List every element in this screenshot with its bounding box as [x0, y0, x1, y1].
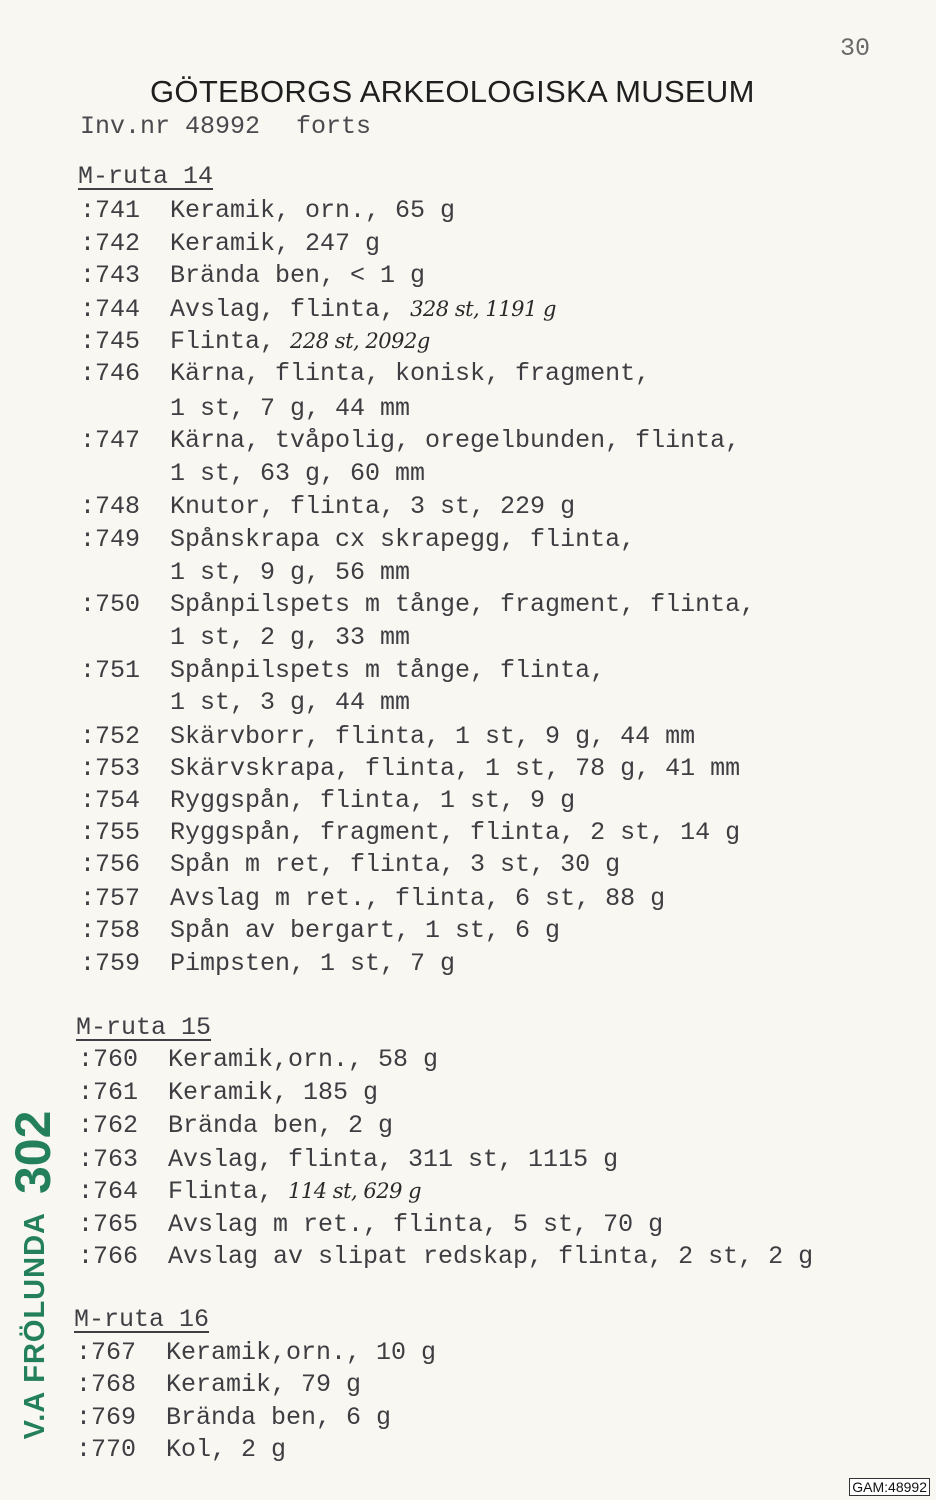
list-item	[78, 1045, 438, 1075]
entry-number: :750	[80, 590, 141, 619]
entry-continuation: 1 st, 2 g, 33 mm	[170, 623, 411, 652]
entry-number: :746	[80, 359, 141, 388]
entry-number: :747	[80, 426, 141, 455]
list-item	[80, 326, 430, 357]
list-item	[78, 1176, 421, 1207]
stamp-number: 302	[5, 1110, 61, 1195]
entry-text: Flinta,	[168, 1177, 274, 1206]
entry-number: :751	[80, 656, 141, 685]
entry-text: Keramik, 247 g	[170, 229, 381, 258]
entry-text: Avslag av slipat redskap, flinta, 2 st, 2 g	[168, 1242, 814, 1271]
entry-number: :756	[80, 850, 141, 879]
entry-number: :748	[80, 492, 141, 521]
entry-text: Keramik, 185 g	[168, 1078, 379, 1107]
entry-text: Spånpilspets m tånge, flinta,	[170, 656, 606, 685]
list-item	[80, 525, 635, 555]
list-item	[80, 884, 665, 914]
entry-text: Kärna, flinta, konisk, fragment,	[170, 359, 651, 388]
inventory-number: Inv.nr 48992	[80, 112, 261, 141]
entry-text: Ryggspån, flinta, 1 st, 9 g	[170, 786, 576, 815]
entry-number: :749	[80, 525, 141, 554]
list-item	[76, 1338, 436, 1368]
entry-number: :753	[80, 754, 141, 783]
entry-number: :768	[76, 1370, 137, 1399]
entry-text: Pimpsten, 1 st, 7 g	[170, 949, 456, 978]
entry-text: Avslag m ret., flinta, 6 st, 88 g	[170, 884, 666, 913]
list-item	[80, 261, 425, 291]
entry-number: :754	[80, 786, 141, 815]
entry-number: :763	[78, 1145, 139, 1174]
catalog-label: GAM:48992	[849, 1478, 930, 1496]
entry-text: Spån av bergart, 1 st, 6 g	[170, 916, 561, 945]
entry-text: Skärvborr, flinta, 1 st, 9 g, 44 mm	[170, 722, 696, 751]
entry-text: Spån m ret, flinta, 3 st, 30 g	[170, 850, 621, 879]
entry-number: :765	[78, 1210, 139, 1239]
entry-number: :762	[78, 1111, 139, 1140]
list-item	[80, 722, 695, 752]
list-item	[78, 1242, 813, 1272]
museum-title: GÖTEBORGS ARKEOLOGISKA MUSEUM	[150, 74, 755, 109]
list-item	[78, 1210, 663, 1240]
list-item	[80, 492, 575, 522]
site-stamp	[5, 1090, 61, 1460]
list-item	[80, 916, 560, 946]
entry-text: Keramik,orn., 10 g	[166, 1338, 437, 1367]
entry-text: Skärvskrapa, flinta, 1 st, 78 g, 41 mm	[170, 754, 741, 783]
entry-text: Avslag, flinta, 311 st, 1115 g	[168, 1145, 619, 1174]
list-item	[80, 949, 455, 979]
entry-number: :769	[76, 1403, 137, 1432]
entry-number: :766	[78, 1242, 139, 1271]
entry-number: :764	[78, 1177, 139, 1206]
list-item	[78, 1078, 378, 1108]
section-title: M-ruta 16	[74, 1305, 210, 1334]
entry-number: :744	[80, 295, 141, 324]
list-item	[80, 754, 740, 784]
entry-number: :742	[80, 229, 141, 258]
list-item	[80, 590, 755, 620]
entry-text: Keramik,orn., 58 g	[168, 1045, 439, 1074]
entry-number: :767	[76, 1338, 137, 1367]
section-title: M-ruta 15	[76, 1013, 212, 1042]
list-item	[80, 229, 380, 259]
handwritten-note: 114 st, 629 g	[288, 1179, 422, 1203]
entry-number: :770	[76, 1435, 137, 1464]
entry-continuation: 1 st, 7 g, 44 mm	[170, 394, 411, 423]
entry-continuation: 1 st, 3 g, 44 mm	[170, 688, 411, 717]
section-title: M-ruta 14	[78, 162, 214, 191]
entry-number: :743	[80, 261, 141, 290]
entry-text: Ryggspån, fragment, flinta, 2 st, 14 g	[170, 818, 741, 847]
entry-continuation: 1 st, 9 g, 56 mm	[170, 558, 411, 587]
entry-text: Keramik, 79 g	[166, 1370, 362, 1399]
handwritten-note: 328 st, 1191 g	[410, 297, 556, 321]
list-item	[80, 656, 605, 686]
entry-number: :752	[80, 722, 141, 751]
list-item	[76, 1370, 361, 1400]
list-item	[76, 1403, 391, 1433]
entry-text: Kärna, tvåpolig, oregelbunden, flinta,	[170, 426, 741, 455]
page-number: 30	[840, 34, 871, 63]
list-item	[80, 294, 556, 325]
list-item	[80, 786, 575, 816]
list-item	[80, 818, 740, 848]
entry-number: :757	[80, 884, 141, 913]
inventory-header	[80, 112, 371, 141]
list-item	[80, 850, 620, 880]
entry-text: Brända ben, < 1 g	[170, 261, 426, 290]
entry-text: Knutor, flinta, 3 st, 229 g	[170, 492, 576, 521]
entry-text: Avslag, flinta,	[170, 295, 396, 324]
entry-text: Brända ben, 2 g	[168, 1111, 394, 1140]
entry-number: :759	[80, 949, 141, 978]
handwritten-note: 228 st, 2092g	[290, 329, 430, 353]
entry-continuation: 1 st, 63 g, 60 mm	[170, 459, 426, 488]
list-item	[78, 1145, 618, 1175]
entry-text: Flinta,	[170, 327, 276, 356]
list-item	[78, 1111, 393, 1141]
entry-number: :760	[78, 1045, 139, 1074]
entry-text: Brända ben, 6 g	[166, 1403, 392, 1432]
list-item	[80, 426, 740, 456]
entry-text: Spånpilspets m tånge, fragment, flinta,	[170, 590, 756, 619]
entry-number: :758	[80, 916, 141, 945]
entry-number: :755	[80, 818, 141, 847]
entry-number: :741	[80, 196, 141, 225]
entry-number: :761	[78, 1078, 139, 1107]
list-item	[80, 359, 650, 389]
forts-label: forts	[296, 112, 372, 141]
entry-text: Spånskrapa cx skrapegg, flinta,	[170, 525, 636, 554]
entry-number: :745	[80, 327, 141, 356]
entry-text: Keramik, orn., 65 g	[170, 196, 456, 225]
stamp-site: V.A FRÖLUNDA	[19, 1212, 51, 1440]
list-item	[76, 1435, 286, 1465]
list-item	[80, 196, 455, 226]
entry-text: Kol, 2 g	[166, 1435, 287, 1464]
entry-text: Avslag m ret., flinta, 5 st, 70 g	[168, 1210, 664, 1239]
